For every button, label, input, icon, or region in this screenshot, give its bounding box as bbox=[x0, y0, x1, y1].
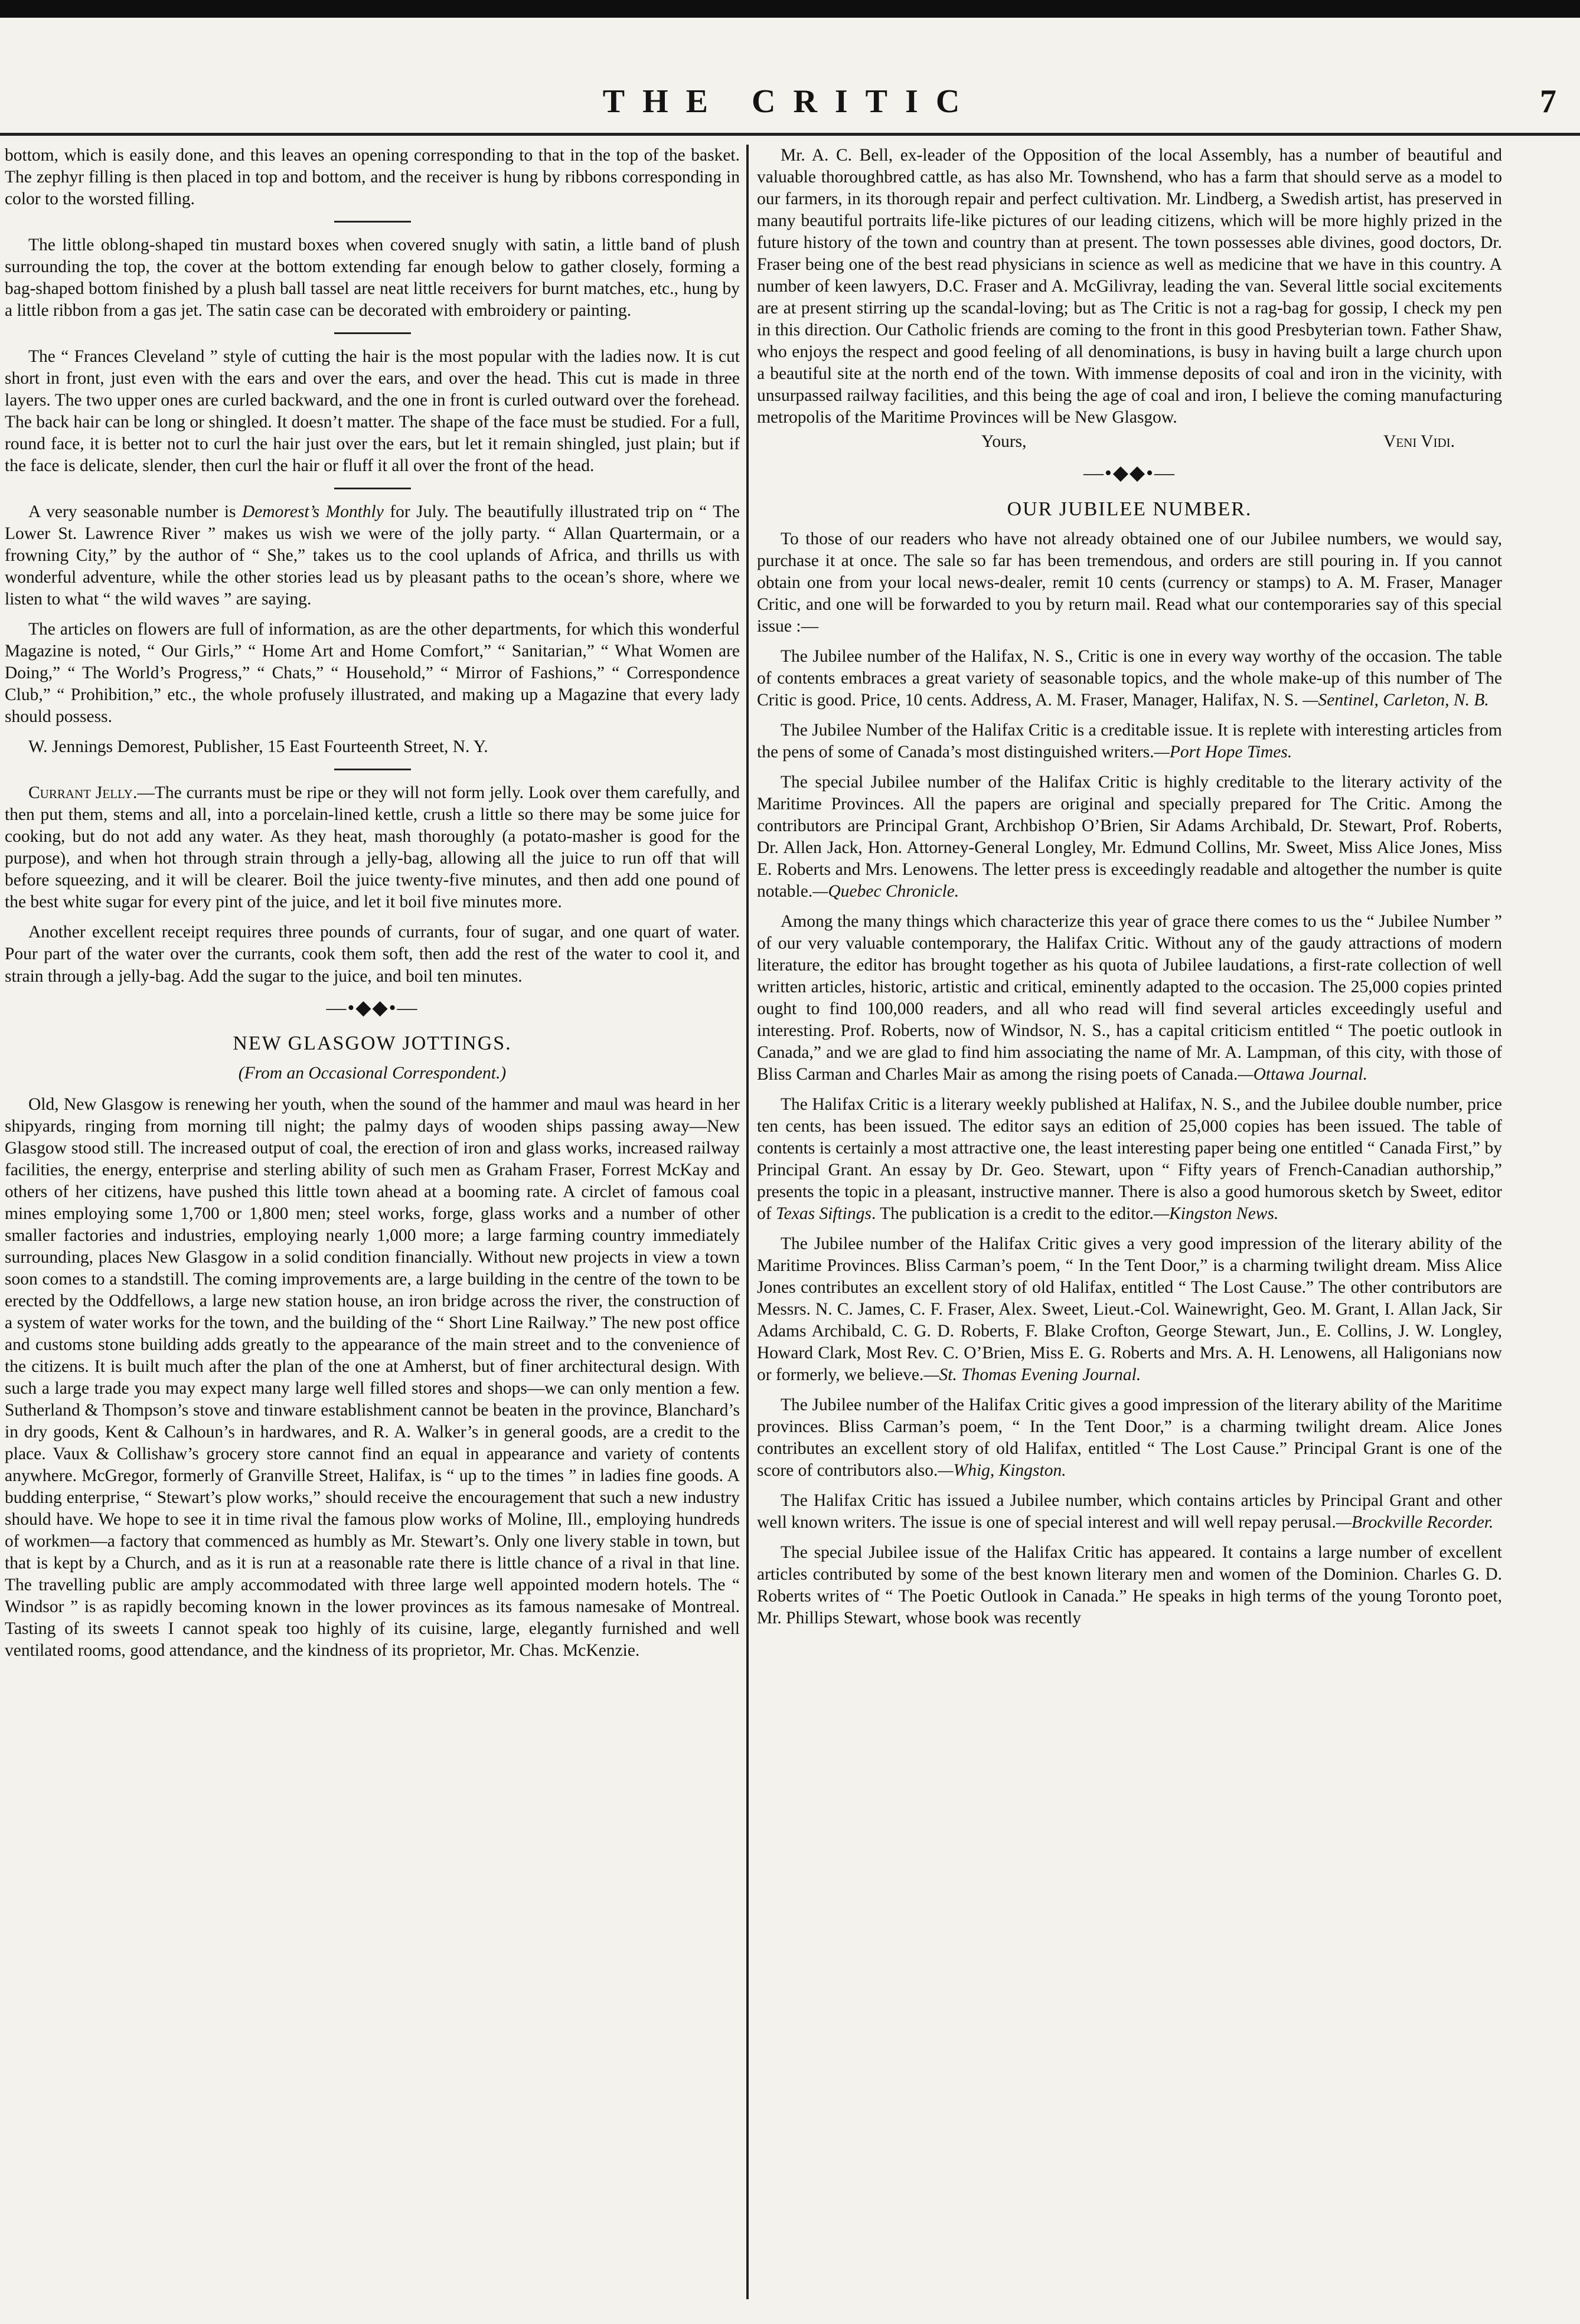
press-quote: The Halifax Critic has issued a Jubilee number, which contains articles by Principal Grant and other well known writers. The issue is one of special interest and will well repay perusal.—Brockville Recorder. bbox=[757, 1491, 1502, 1532]
magazine-title: Demorest’s Monthly bbox=[241, 502, 384, 522]
press-source: —Whig, Kingston. bbox=[938, 1461, 1066, 1480]
press-quote: The Halifax Critic is a literary weekly published at Halifax, N. S., and the Jubilee double number, price ten cents, has been issued. The editor says an edition of 25,000 copies has been issued. The table of contents is certainly a most attractive one, the least interesting paper being one entitled “ Canada First,” by Principal Grant. An essay by Dr. Geo. Stewart, upon “ Fifty years of French-Canadian authorship,” presents the topic in a pleasant, instructive manner. There is also a good humorous sketch by Sweet, editor of Texas Siftings. The publication is a credit to the editor.—Kingston News. bbox=[757, 1094, 1502, 1223]
scan-edge-bar bbox=[0, 0, 1580, 18]
article-paragraph: Old, New Glasgow is renewing her youth, when the sound of the hammer and maul was heard in her shipyards, ringing from morning till night; the palmy days of wooden ships passing away—New Glasgow stood still. The increased output of coal, the erection of iron and glass works, increased railway facilities, the energy, enterprise and sterling ability of such men as Graham Fraser, Forrest McKay and others of her citizens, have pushed this little town ahead at a booming rate. A circlet of famous coal mines employing some 1,700 or 1,800 men; steel works, forge, glass works and a number of other smaller factories and industries, employing nearly 1,000 more; a large farming country immediately surrounding, places New Glasgow in a solid condition financially. Without new projects in view a town soon comes to a standstill. The coming improvements are, a large building in the centre of the town to be erected by the Oddfellows, a large new station house, an iron bridge across the river, the construction of a system of water works for the town, and the building of the “ Short Line Railway.” The new post office and customs stone building adds greatly to the appearance of the main street and to the convenience of the citizens. It is built much after the plan of the one at Amherst, but of finer architectural design. With such a large trade you may expect many large well filled stores and shops—we can only mention a few. Sutherland & Thompson’s stove and tinware establishment cannot be beaten in the province, Blanchard’s in dry goods, Kent & Calhoun’s in hardwares, and R. A. Walker’s in general goods, are a credit to the place. Vaux & Collishaw’s grocery store cannot find an equal in appearance and variety of contents anywhere. McGregor, formerly of Granville Street, Halifax, is “ up to the times ” in ladies fine goods. A budding enterprise, “ Stewart’s plow works,” should receive the encouragement that such a new industry should have. We hope to see it in time rival the famous plow works of Moline, Ill., employing hundreds of workmen—a factory that commenced as humbly as Mr. Stewart’s. Only one livery stable in town, but that is kept by a Church, and as it is run at a reasonable rate there is little chance of a rival in that line. The travelling public are amply accommodated with three large well appointed modern hotels. The “ Windsor ” is as rapidly becoming known in the lower provinces as its famous namesake of Montreal. Tasting of its sweets I cannot speak too highly of its cuisine, large, elegantly furnished and well ventilated rooms, good attendance, and the kindness of its proprietor, Mr. Chas. McKenzie. bbox=[5, 1094, 740, 1661]
recipe-heading: Currant Jelly. bbox=[28, 783, 138, 803]
press-source: —Quebec Chronicle. bbox=[812, 881, 959, 901]
press-quote: The special Jubilee number of the Halifax Critic is highly creditable to the literary activity of the Maritime Provinces. All the papers are original and specially prepared for The Critic. Among the contributors are Principal Grant, Archbishop O’Brien, Sir Adams Archibald, Dr. Stewart, Prof. Roberts, Dr. Allen Jack, Hon. Attorney-General Longley, Mr. Edmund Collins, Mr. Sweet, Miss Alice Jones, Miss E. Roberts and Mrs. Lenowens. The letter press is exceedingly readable and altogether the number is quite notable.—Quebec Chronicle. bbox=[757, 772, 1502, 901]
right-column bbox=[757, 145, 1502, 2299]
article-paragraph: The little oblong-shaped tin mustard boxes when covered snugly with satin, a little band of plush surrounding the top, the cover at the bottom extending far enough below to gather closely, forming a bag-shaped bottom finished by a plush ball tassel are neat little receivers for burnt matches, etc., hung by a little ribbon from a gas jet. The satin case can be decorated with embroidery or painting. bbox=[5, 236, 740, 321]
ornament-divider: —•◆◆•— bbox=[326, 996, 419, 1019]
column-rule bbox=[746, 145, 749, 2299]
article-paragraph: bottom, which is easily done, and this leaves an opening corresponding to that in the top of the basket. The zephyr filling is then placed in top and bottom, and the receiver is hung by ribbons corresponding in color to the worsted filling. bbox=[5, 146, 740, 209]
section-subtitle: (From an Occasional Correspondent.) bbox=[238, 1063, 507, 1083]
section-title: NEW GLASGOW JOTTINGS. bbox=[233, 1032, 512, 1055]
separator-rule bbox=[334, 488, 411, 489]
article-paragraph: Currant Jelly.—The currants must be ripe or they will not form jelly. Look over them carefully, and then put them, stems and all, into a porcelain-lined kettle, crush a little so there may be some juice for cooking, but do not add any water. As they heat, mash thoroughly (a potato-masher is good for the purpose), and when hot through strain through a jelly-bag, allowing all the juice to run off that will before squeezing, and it will be clearer. Boil the juice twenty-five minutes, and then add one pound of the best white sugar for every pint of the juice, and let it boil five minutes more. bbox=[5, 783, 740, 912]
press-source: —Sentinel, Carleton, N. B. bbox=[1302, 690, 1489, 710]
left-column bbox=[5, 145, 740, 2299]
press-quote: The Jubilee number of the Halifax Critic gives a good impression of the literary ability of the Maritime provinces. Bliss Carman’s poem, “ In the Tent Door,” is a charming twilight dream. Alice Jones contributes an excellent story of old Halifax, entitled “ The Lost Cause.” Principal Grant is one of the score of contributors also.—Whig, Kingston. bbox=[757, 1395, 1502, 1480]
press-source: —St. Thomas Evening Journal. bbox=[923, 1365, 1141, 1385]
press-quote: The Jubilee number of the Halifax Critic gives a very good impression of the literary ability of the Maritime Provinces. Bliss Carman’s poem, “ In the Tent Door,” is a charming twilight dream. Miss Alice Jones contributes an excellent story of old Halifax, entitled “ The Lost Cause.” The other contributors are Messrs. N. C. James, C. F. Fraser, Alex. Sweet, Lieut.-Col. Wainewright, Geo. M. Grant, I. Allan Jack, Sir Adams Archibald, C. G. D. Roberts, F. Blake Crofton, George Stewart, Jun., E. Collins, J. W. Longley, Howard Clark, Most Rev. C. O’Brien, Miss E. G. Roberts and Mrs. A. H. Lenowens, all Haligonians now or formerly, we believe.—St. Thomas Evening Journal. bbox=[757, 1234, 1502, 1385]
separator-rule bbox=[334, 769, 411, 770]
signature-line bbox=[757, 431, 1502, 453]
press-source: —Brockville Recorder. bbox=[1336, 1513, 1494, 1532]
signature-closing: Yours, bbox=[981, 432, 1027, 452]
separator-rule bbox=[334, 332, 411, 334]
separator-rule bbox=[334, 221, 411, 223]
article-paragraph: A very seasonable number is Demorest’s Monthly for July. The beautifully illustrated trip on “ The Lower St. Lawrence River ” makes us wish we were of the jolly party. “ Allan Quartermain, or a frowning City,” by the author of “ She,” takes us to the cool uplands of Africa, and thrills us with wonderful adventure, while the other stories lead us by pleasant paths to the ocean’s shore, where we listen to what “ the wild waves ” are saying. bbox=[5, 502, 740, 609]
press-quote: The Jubilee Number of the Halifax Critic is a creditable issue. It is replete with interesting articles from the pens of some of Canada’s most distinguished writers.—Port Hope Times. bbox=[757, 720, 1502, 761]
press-source: —Port Hope Times. bbox=[1154, 742, 1292, 761]
press-quote: Among the many things which characterize this year of grace there comes to us the “ Jubilee Number ” of our very valuable contemporary, the Halifax Critic. Without any of the gaudy attractions of modern literature, the editor has brought together as his quota of Jubilee laudations, a first-rate collection of well written articles, historic, artistic and critical, eminently adapted to the occasion. The 25,000 copies printed ought to find 100,000 readers, and all who read will find several articles exceedingly useful and interesting. Prof. Roberts, now of Windsor, N. S., has a capital criticism entitled “ The poetic outlook in Canada,” and we are glad to find him associating the name of Mr. A. Lampman, of this city, with those of Bliss Carman and Charles Mair as among the rising poets of Canada.—Ottawa Journal. bbox=[757, 911, 1502, 1084]
press-source: —Kingston News. bbox=[1153, 1204, 1279, 1223]
article-paragraph: Mr. A. C. Bell, ex-leader of the Opposition of the local Assembly, has a number of beautiful and valuable thoroughbred cattle, as has also Mr. Townshend, who has a farm that should serve as a model to our farmers, in its thorough repair and perfect cultivation. Mr. Lindberg, a Swedish artist, has preserved in many beautiful portraits life-like pictures of our leading citizens, which will be more highly prized in the future history of the town and country than at present. The town possesses able divines, good doctors, Dr. Fraser being one of the best read physicians in science as well as medicine that we have in this country. A number of keen lawyers, D.C. Fraser and A. McGilivray, leading the van. Several little social excitements are at present stirring up the scandal-loving; but as The Critic is not a rag-bag for gossip, I check my pen in this direction. Our Catholic friends are coming to the front in this good Presbyterian town. Father Shaw, who enjoys the respect and good feeling of all denominations, is busy in having built a large church upon a beautiful site at the north end of the town. With immense deposits of coal and iron in the vicinity, with unsurpassed railway facilities, and this being the age of coal and iron, I believe the coming manufacturing metropolis of the Maritime Provinces will be New Glasgow. bbox=[757, 146, 1502, 427]
article-paragraph: To those of our readers who have not already obtained one of our Jubilee numbers, we would say, purchase it at once. The sale so far has been tremendous, and orders are still pouring in. If you cannot obtain one from your local news-dealer, remit 10 cents (currency or stamps) to A. M. Fraser, Manager Critic, and one will be forwarded to you by return mail. Read what our contemporaries say of this special issue :— bbox=[757, 529, 1502, 636]
section-title: OUR JUBILEE NUMBER. bbox=[1007, 498, 1252, 520]
article-paragraph: Another excellent receipt requires three pounds of currants, four of sugar, and one quart of water. Pour part of the water over the currants, cook them soft, then add the rest of the water to cool it, and strain through a jelly-bag. Add the sugar to the juice, and boil ten minutes. bbox=[5, 923, 740, 986]
article-paragraph: The “ Frances Cleveland ” style of cutting the hair is the most popular with the ladies now. It is cut short in front, just even with the ears and over the ears, and over the head. This cut is made in three layers. The two upper ones are curled backward, and the one in front is curled outward over the forehead. The back hair can be long or shingled. It doesn’t matter. The shape of the face must be studied. For a full, round face, it is better not to curl the hair just over the ears, but let it remain shingled, just plain; but if the face is delicate, slender, then curl the hair or fluff it all over the front of the head. bbox=[5, 347, 740, 476]
press-quote: The special Jubilee issue of the Halifax Critic has appeared. It contains a large number of excellent articles contributed by some of the best known literary men and women of the Dominion. Charles G. D. Roberts writes of “ The Poetic Outlook in Canada.” He speaks in high terms of the young Toronto poet, Mr. Phillips Stewart, whose book was recently bbox=[757, 1543, 1502, 1628]
publication-title: Texas Siftings bbox=[775, 1204, 871, 1223]
signature-name: Veni Vidi. bbox=[1383, 432, 1455, 452]
article-paragraph: The articles on flowers are full of information, as are the other departments, for which this wonderful Magazine is noted, “ Our Girls,” “ Home Art and Home Comfort,” “ Sanitarian,” “ What Women are Doing,” “ The World’s Progress,” “ Chats,” “ Household,” “ Mirror of Fashions,” “ Correspondence Club,” “ Prohibition,” etc., the whole profusely illustrated, and making up a Magazine that every lady should possess. bbox=[5, 620, 740, 727]
header-rule bbox=[0, 133, 1580, 136]
press-quote: The Jubilee number of the Halifax, N. S., Critic is one in every way worthy of the occasion. The table of contents embraces a great variety of seasonable topics, and the whole make-up of this number of The Critic is good. Price, 10 cents. Address, A. M. Fraser, Manager, Halifax, N. S. —Sentinel, Carleton, N. B. bbox=[757, 646, 1502, 710]
press-source: —Ottawa Journal. bbox=[1238, 1064, 1367, 1084]
ornament-divider: —•◆◆•— bbox=[1083, 462, 1176, 485]
masthead-title: THE CRITIC bbox=[602, 83, 978, 120]
page-number: 7 bbox=[1540, 83, 1556, 120]
publisher-line: W. Jennings Demorest, Publisher, 15 East Fourteenth Street, N. Y. bbox=[28, 737, 488, 757]
